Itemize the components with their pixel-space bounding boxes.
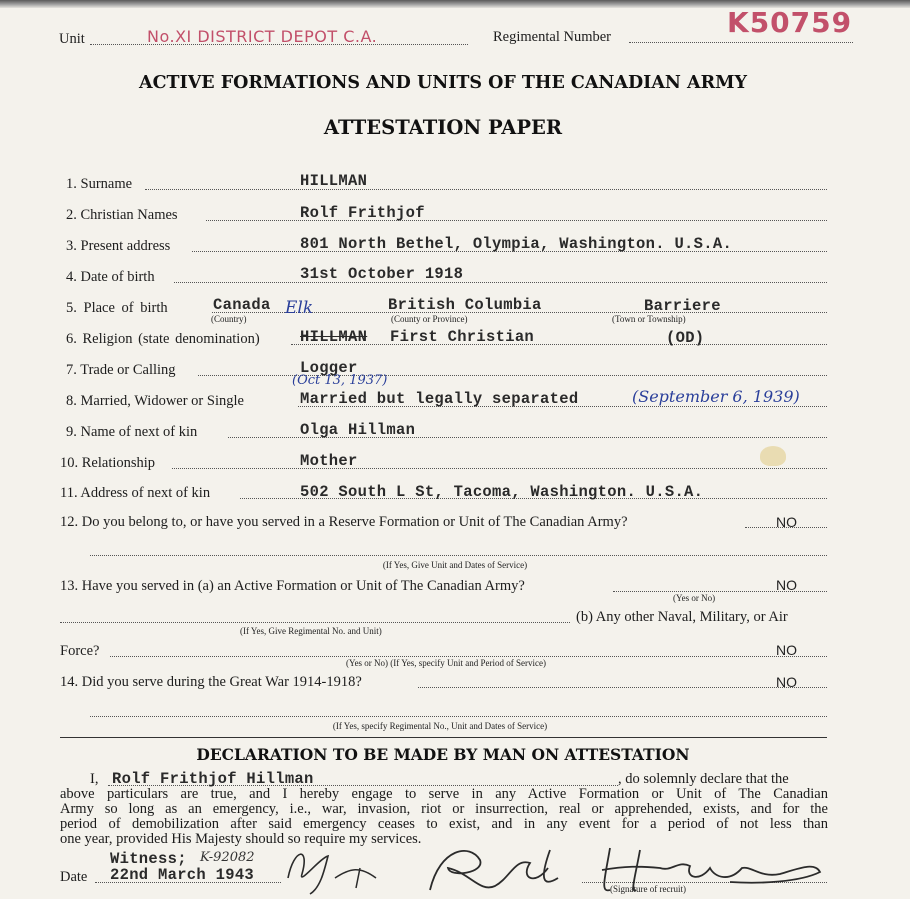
- declaration-title: DECLARATION TO BE MADE BY MAN ON ATTESTATION: [196, 745, 690, 764]
- q13-yes-no-caption: (Yes or No): [673, 593, 716, 603]
- q14-caption: (If Yes, specify Regimental No., Unit and Dates of Service): [332, 721, 548, 731]
- religion-struck-text: HILLMAN: [300, 328, 368, 346]
- relationship-line: [172, 468, 827, 469]
- unit-stamp: No.XI DISTRICT DEPOT C.A.: [147, 27, 378, 46]
- declaration-line-4: period of demobilization after said emergency ceases to exist, and in any event for a period of not less than: [60, 816, 828, 832]
- date-of-birth-value: 31st October 1918: [300, 265, 464, 283]
- witness-number: K-92082: [200, 850, 255, 865]
- regimental-number-line: [629, 42, 853, 43]
- date-value: 22nd March 1943: [110, 866, 255, 884]
- declaration-intro: I,: [90, 771, 99, 787]
- date-of-birth-label: 4. Date of birth: [66, 269, 155, 285]
- question-13b: (b) Any other Naval, Military, or Air: [576, 609, 788, 625]
- marriage-date-note: (Oct 13, 1937): [292, 373, 388, 388]
- witness-initials-signature: [288, 854, 328, 894]
- declaration-solemnly: , do solemnly declare that the: [618, 771, 789, 787]
- q13-answer: NO: [776, 577, 797, 593]
- handwritten-signatures: [280, 838, 840, 898]
- unit-label: Unit: [59, 31, 85, 47]
- force-line: [110, 656, 827, 657]
- religion-label: 6. Religion (state denomination): [66, 331, 260, 347]
- witness-rank-signature: [335, 868, 376, 888]
- declaration-line-3: Army so long as an emergency, i.e., war, invasion, riot or insurrection, real or apprehended, exists, and for the: [60, 801, 828, 817]
- country-caption: (Country): [211, 314, 247, 324]
- section-divider: [60, 737, 827, 738]
- q14-detail-line: [90, 716, 827, 717]
- q13-caption: (If Yes, Give Regimental No. and Unit): [240, 626, 382, 636]
- force-caption: (Yes or No) (If Yes, specify Unit and Period of Service): [345, 658, 547, 668]
- regimental-number-stamp: K50759: [727, 6, 853, 39]
- recruit-signature-surname: [602, 848, 820, 890]
- place-of-birth-label: 5. Place of birth: [66, 300, 168, 316]
- trade-value: Logger: [300, 359, 358, 377]
- religion-code: (OD): [666, 329, 705, 347]
- present-address-label: 3. Present address: [66, 238, 171, 254]
- q12-detail-line: [90, 555, 827, 556]
- question-14: 14. Did you serve during the Great War 1914-1918?: [60, 674, 362, 690]
- paper-stain: [760, 446, 786, 466]
- form-title: ACTIVE FORMATIONS AND UNITS OF THE CANADIAN ARMY: [139, 73, 747, 93]
- force-label: Force?: [60, 643, 100, 659]
- separation-date-note: (September 6, 1939): [632, 387, 800, 406]
- kin-address-value: 502 South L St, Tacoma, Washington. U.S.A.: [300, 483, 704, 501]
- regimental-number-label: Regimental Number: [493, 29, 611, 45]
- question-12: 12. Do you belong to, or have you served in a Reserve Formation or Unit of The Canadian Army?: [60, 514, 628, 530]
- relationship-label: 10. Relationship: [60, 455, 156, 471]
- q14-answer: NO: [776, 674, 797, 690]
- next-of-kin-label: 9. Name of next of kin: [66, 424, 198, 440]
- surname-value: HILLMAN: [300, 172, 368, 190]
- relationship-value: Mother: [300, 452, 358, 470]
- date-label: Date: [60, 869, 88, 885]
- next-of-kin-value: Olga Hillman: [300, 421, 416, 439]
- place-of-birth-country: Canada: [213, 296, 271, 314]
- county-caption: (County or Province): [391, 314, 468, 324]
- religion-value: First Christian: [390, 328, 535, 346]
- signature-caption: (Signature of recruit): [610, 884, 686, 894]
- christian-names-label: 2. Christian Names: [66, 207, 178, 223]
- question-13: 13. Have you served in (a) an Active Formation or Unit of The Canadian Army?: [60, 578, 525, 594]
- q12-caption: (If Yes, Give Unit and Dates of Service): [382, 560, 528, 570]
- trade-label: 7. Trade or Calling: [66, 362, 176, 378]
- marital-status-label: 8. Married, Widower or Single: [66, 393, 244, 409]
- place-of-birth-town: Barriere: [644, 297, 721, 315]
- town-caption: (Town or Township): [612, 314, 686, 324]
- declaration-line-2: above particulars are true, and I hereby engage to serve in any Active Formation or Unit of The Canadian: [60, 786, 828, 802]
- witness-label: Witness;: [110, 850, 187, 868]
- q14-answer-line: [418, 687, 827, 688]
- present-address-value: 801 North Bethel, Olympia, Washington. U.S.A.: [300, 235, 733, 253]
- place-of-birth-handwritten: Elk: [285, 298, 314, 318]
- place-of-birth-province: British Columbia: [388, 296, 542, 314]
- declaration-name: Rolf Frithjof Hillman: [112, 770, 314, 788]
- kin-address-label: 11. Address of next of kin: [60, 485, 211, 501]
- force-answer: NO: [776, 642, 797, 658]
- recruit-signature-first: [430, 850, 558, 890]
- form-subtitle: ATTESTATION PAPER: [323, 116, 563, 139]
- q12-answer: NO: [776, 514, 797, 530]
- religion-line: [291, 344, 827, 345]
- declaration-line-5: one year, provided His Majesty should so require my services.: [60, 831, 422, 847]
- q13-detail-line: [60, 622, 570, 623]
- date-of-birth-line: [174, 282, 827, 283]
- marital-status-value: Married but legally separated: [300, 390, 579, 408]
- christian-names-value: Rolf Frithjof: [300, 204, 425, 222]
- surname-line: [145, 189, 827, 190]
- surname-label: 1. Surname: [66, 176, 133, 192]
